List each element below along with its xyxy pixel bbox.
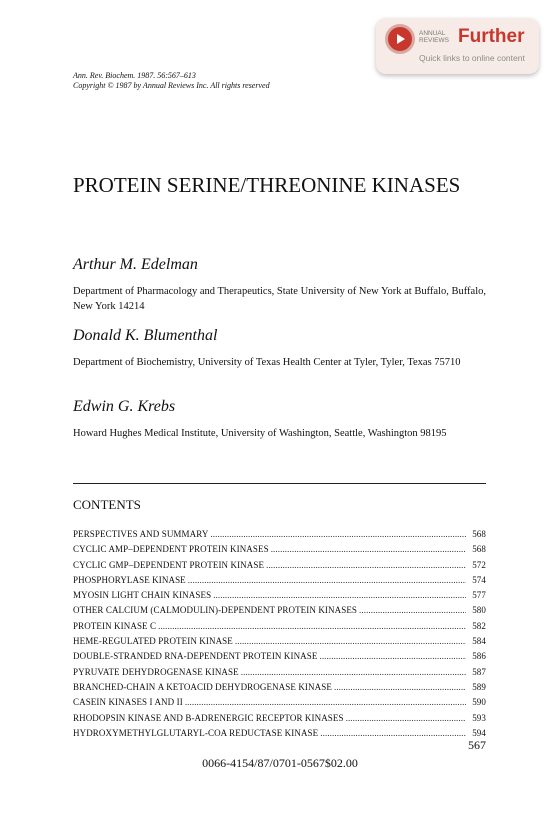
author-affiliation: Department of Pharmacology and Therapeutics, State University of New York at Buffalo, Buffalo, New York 14214 (73, 286, 486, 312)
play-icon (388, 27, 412, 51)
toc-entry[interactable] (73, 667, 486, 682)
toc-entry[interactable] (73, 544, 486, 559)
toc-leader (213, 590, 466, 600)
toc-leader (320, 728, 466, 738)
toc-entry-page: 577 (472, 590, 486, 601)
further-label: Further (458, 26, 525, 47)
article-title: PROTEIN SERINE/THREONINE KINASES (73, 173, 461, 197)
toc-entry-title: HEME-REGULATED PROTEIN KINASE (73, 636, 233, 647)
toc-entry-page: 582 (472, 620, 486, 631)
toc-entry[interactable] (73, 621, 486, 636)
toc-entry-title: HYDROXYMETHYLGLUTARYL-COA REDUCTASE KINASE (73, 727, 319, 738)
toc-leader (241, 667, 466, 677)
further-badge[interactable] (376, 18, 539, 74)
document-code: 0066-4154/87/0701-0567$02.00 (202, 756, 358, 770)
toc-entry-page: 587 (472, 666, 486, 677)
toc-entry-page: 580 (472, 605, 486, 616)
toc-leader (158, 621, 466, 631)
toc-leader (346, 713, 466, 723)
toc-entry[interactable] (73, 560, 486, 575)
toc-entry-page: 589 (472, 681, 486, 692)
toc-entry-page: 593 (472, 712, 486, 723)
contents-heading: CONTENTS (73, 497, 141, 512)
toc-entry-title: MYOSIN LIGHT CHAIN KINASES (73, 590, 212, 601)
section-divider (73, 483, 486, 484)
toc-leader (319, 651, 466, 661)
toc-entry-title: DOUBLE-STRANDED RNA-DEPENDENT PROTEIN KINASE (73, 651, 318, 662)
toc-entry-title: BRANCHED-CHAIN Α KETOACID DEHYDROGENASE KINASE (73, 681, 332, 692)
author-name: Edwin G. Krebs (73, 398, 176, 415)
toc-entry-title: RHODOPSIN KINASE AND Β-ADRENERGIC RECEPTOR KINASES (73, 712, 344, 723)
toc-leader (210, 529, 466, 539)
journal-copyright: Copyright © 1987 by Annual Reviews Inc. All rights reserved (73, 81, 270, 90)
toc-entry[interactable] (73, 697, 486, 712)
toc-entry-page: 590 (472, 697, 486, 708)
toc-leader (235, 636, 466, 646)
table-of-contents (73, 529, 486, 743)
toc-entry-title: PROTEIN KINASE C (73, 620, 157, 631)
author-affiliation: Department of Biochemistry, University of Texas Health Center at Tyler, Tyler, Texas 75710 (73, 357, 461, 368)
toc-entry[interactable] (73, 651, 486, 666)
toc-entry-page: 586 (472, 651, 486, 662)
toc-entry-page: 594 (472, 727, 486, 738)
toc-entry-title: CYCLIC AMP–DEPENDENT PROTEIN KINASES (73, 544, 269, 555)
toc-entry-page: 572 (472, 559, 486, 570)
author-name: Donald K. Blumenthal (73, 327, 218, 344)
toc-entry[interactable] (73, 529, 486, 544)
journal-citation: Ann. Rev. Biochem. 1987. 56:567–613 (73, 71, 196, 80)
toc-entry-page: 584 (472, 636, 486, 647)
toc-entry-title: PERSPECTIVES AND SUMMARY (73, 529, 209, 539)
toc-entry-title: PYRUVATE DEHYDROGENASE KINASE (73, 666, 239, 677)
toc-leader (266, 560, 466, 570)
page-number: 567 (468, 738, 486, 752)
toc-entry[interactable] (73, 636, 486, 651)
toc-entry-title: OTHER CALCIUM (CALMODULIN)-DEPENDENT PROTEIN KINASES (73, 605, 358, 616)
toc-leader (188, 575, 466, 585)
toc-entry-page: 568 (472, 544, 486, 555)
toc-leader (334, 682, 466, 692)
toc-entry[interactable] (73, 682, 486, 697)
toc-entry[interactable] (73, 728, 486, 743)
toc-leader (271, 544, 466, 554)
annual-reviews-logo-text: ANNUAL REVIEWS (419, 30, 449, 44)
journal-info (73, 71, 270, 91)
toc-leader (359, 605, 466, 615)
quick-links-text: Quick links to online content (419, 53, 525, 63)
toc-entry-page: 568 (472, 529, 486, 539)
author-affiliation: Howard Hughes Medical Institute, University of Washington, Seattle, Washington 98195 (73, 428, 447, 439)
toc-entry-title: CASEIN KINASES I AND II (73, 697, 183, 708)
toc-entry[interactable] (73, 605, 486, 620)
toc-entry[interactable] (73, 713, 486, 728)
toc-entry-title: PHOSPHORYLASE KINASE (73, 574, 186, 585)
toc-leader (185, 697, 466, 707)
toc-entry-page: 574 (472, 574, 486, 585)
author-name: Arthur M. Edelman (73, 256, 198, 273)
toc-entry-title: CYCLIC GMP–DEPENDENT PROTEIN KINASE (73, 559, 265, 570)
toc-entry[interactable] (73, 575, 486, 590)
toc-entry[interactable] (73, 590, 486, 605)
